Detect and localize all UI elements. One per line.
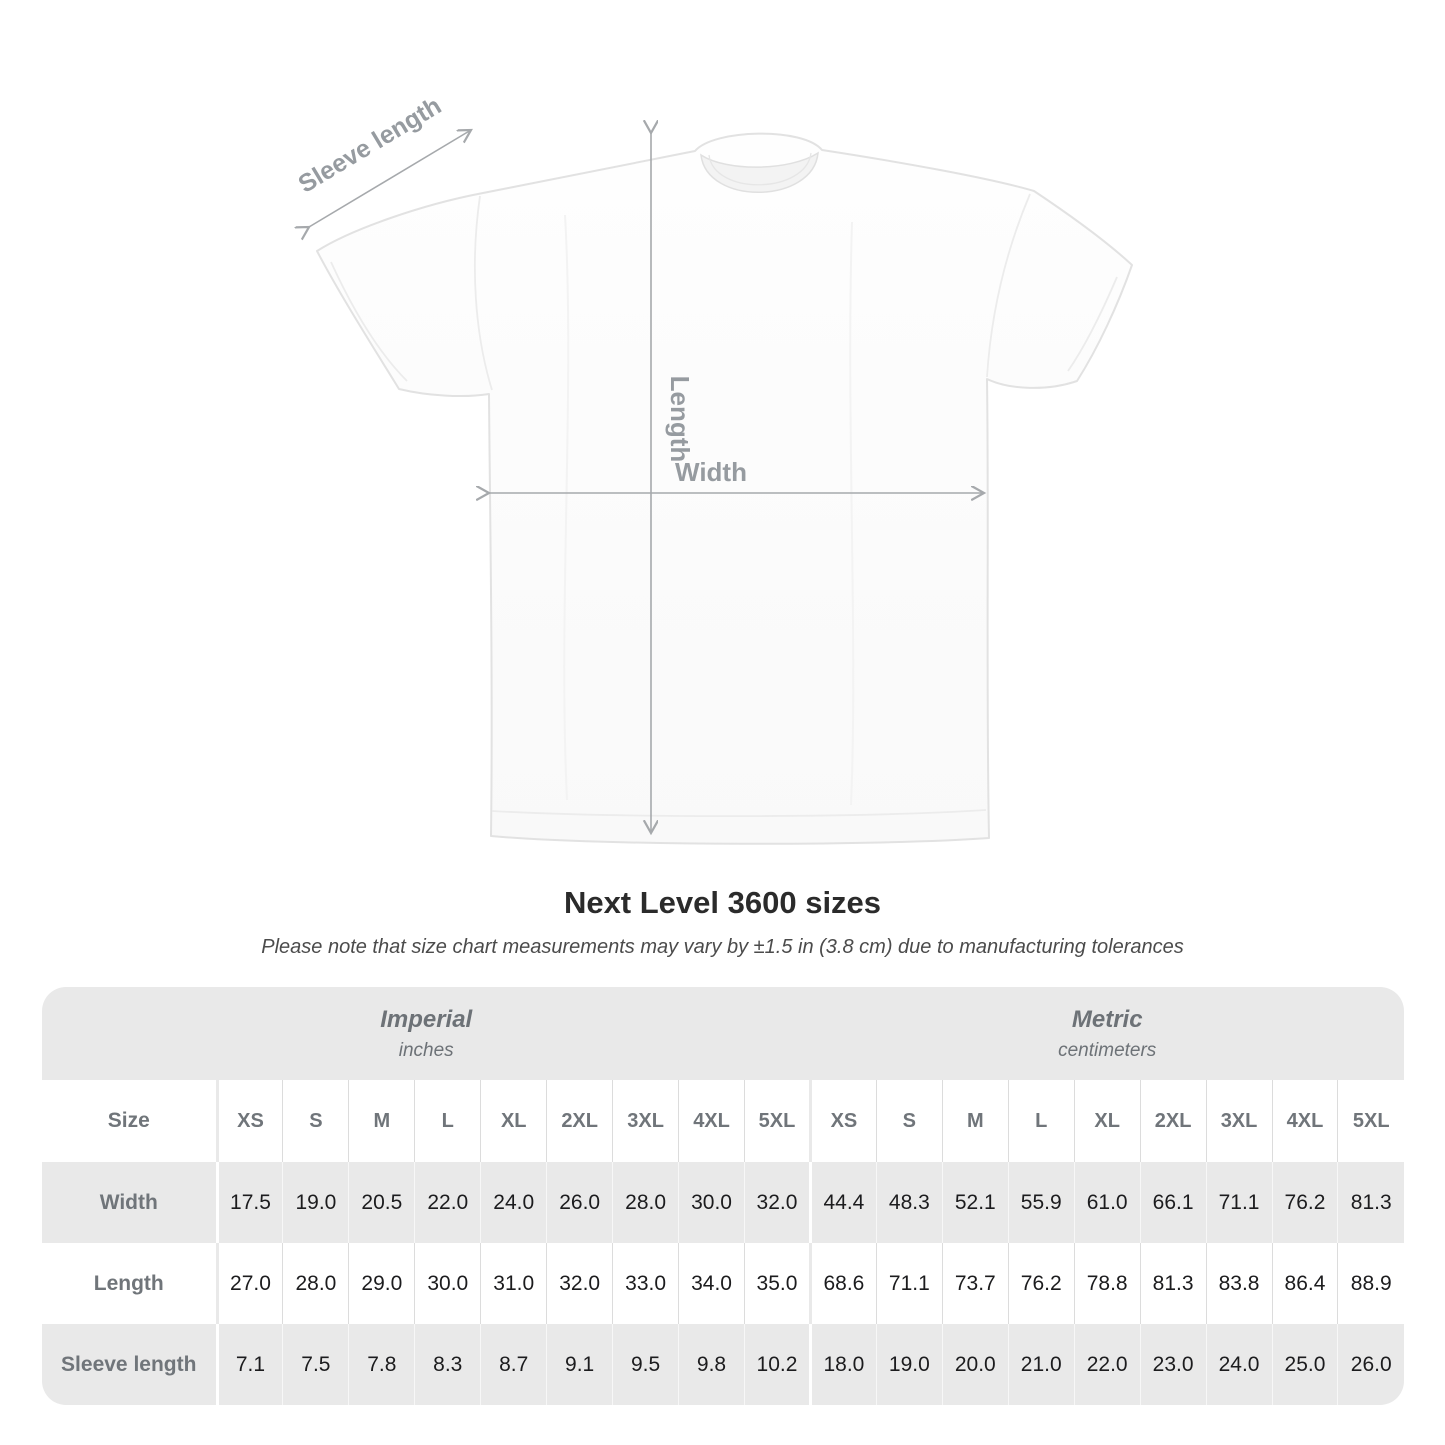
size-column-header: 2XL: [547, 1080, 613, 1162]
imperial-section-unit: inches: [398, 1039, 454, 1061]
sleeve-length-value: 21.0: [1008, 1324, 1074, 1405]
sleeve-length-value: 19.0: [876, 1324, 942, 1405]
size-column-header: S: [876, 1080, 942, 1162]
section-header-metric: [810, 987, 1404, 1080]
length-value: 83.8: [1206, 1243, 1272, 1324]
width-value: 61.0: [1074, 1162, 1140, 1243]
size-header-label: Size: [107, 1109, 150, 1132]
sleeve-length-value: 8.7: [481, 1324, 547, 1405]
length-value: 27.0: [217, 1243, 283, 1324]
size-column-header: L: [415, 1080, 481, 1162]
width-row: [42, 1162, 1404, 1243]
length-value: 30.0: [415, 1243, 481, 1324]
length-value: 71.1: [876, 1243, 942, 1324]
size-column-header: 3XL: [1206, 1080, 1272, 1162]
sleeve-length-value: 18.0: [810, 1324, 876, 1405]
metric-section-unit: centimeters: [1058, 1039, 1157, 1061]
sleeve-length-value: 9.8: [679, 1324, 745, 1405]
length-value: 68.6: [810, 1243, 876, 1324]
width-value: 20.5: [349, 1162, 415, 1243]
imperial-section-title: Imperial: [380, 1005, 473, 1033]
width-value: 48.3: [876, 1162, 942, 1243]
length-value: 34.0: [679, 1243, 745, 1324]
size-column-header: L: [1008, 1080, 1074, 1162]
width-value: 66.1: [1140, 1162, 1206, 1243]
sleeve-length-label: Sleeve length: [293, 91, 447, 199]
size-column-header: 2XL: [1140, 1080, 1206, 1162]
width-value: 55.9: [1008, 1162, 1074, 1243]
length-value: 78.8: [1074, 1243, 1140, 1324]
length-value: 29.0: [349, 1243, 415, 1324]
length-value: 88.9: [1338, 1243, 1404, 1324]
size-column-header: XS: [810, 1080, 876, 1162]
sleeve-length-value: 20.0: [942, 1324, 1008, 1405]
section-header-imperial: [42, 987, 810, 1080]
sleeve-length-value: 25.0: [1272, 1324, 1338, 1405]
width-value: 44.4: [810, 1162, 876, 1243]
width-value: 52.1: [942, 1162, 1008, 1243]
size-column-header: S: [283, 1080, 349, 1162]
width-value: 28.0: [613, 1162, 679, 1243]
length-value: 35.0: [745, 1243, 811, 1324]
size-column-header: 5XL: [1338, 1080, 1404, 1162]
length-value: 76.2: [1008, 1243, 1074, 1324]
size-column-header: XS: [217, 1080, 283, 1162]
size-column-header: 3XL: [613, 1080, 679, 1162]
size-column-header: M: [349, 1080, 415, 1162]
size-column-header: 4XL: [679, 1080, 745, 1162]
length-value: 81.3: [1140, 1243, 1206, 1324]
size-column-header: 4XL: [1272, 1080, 1338, 1162]
size-column-header: XL: [481, 1080, 547, 1162]
sleeve-length-value: 24.0: [1206, 1324, 1272, 1405]
width-value: 30.0: [679, 1162, 745, 1243]
length-value: 28.0: [283, 1243, 349, 1324]
width-value: 22.0: [415, 1162, 481, 1243]
size-column-header: XL: [1074, 1080, 1140, 1162]
unit-section-row: [42, 987, 1404, 1080]
width-value: 32.0: [745, 1162, 811, 1243]
length-value: 73.7: [942, 1243, 1008, 1324]
width-value: 19.0: [283, 1162, 349, 1243]
sleeve-length-row: [42, 1324, 1404, 1405]
sleeve-length-value: 23.0: [1140, 1324, 1206, 1405]
row-label-width: Width: [42, 1162, 217, 1243]
width-value: 81.3: [1338, 1162, 1404, 1243]
width-label: Width: [675, 457, 747, 487]
width-value: 24.0: [481, 1162, 547, 1243]
page-subtitle: Please note that size chart measurements may vary by ±1.5 in (3.8 cm) due to manufacturing tolerances: [261, 936, 1184, 958]
sleeve-length-value: 7.5: [283, 1324, 349, 1405]
row-label-length: Length: [93, 1271, 164, 1295]
width-value: 17.5: [217, 1162, 283, 1243]
tshirt-body: [317, 134, 1132, 844]
width-value: 76.2: [1272, 1162, 1338, 1243]
sleeve-length-value: 9.5: [613, 1324, 679, 1405]
sleeve-length-value: 26.0: [1338, 1324, 1404, 1405]
metric-section-title: Metric: [1071, 1005, 1143, 1033]
length-row: [42, 1243, 1404, 1324]
sleeve-length-value: 7.8: [349, 1324, 415, 1405]
size-table-grid: [42, 987, 1404, 1405]
width-value: 71.1: [1206, 1162, 1272, 1243]
length-value: 31.0: [481, 1243, 547, 1324]
width-value: 26.0: [547, 1162, 613, 1243]
sleeve-length-value: 7.1: [217, 1324, 283, 1405]
sleeve-length-value: 10.2: [745, 1324, 811, 1405]
length-value: 33.0: [613, 1243, 679, 1324]
row-label-sleeve-length: Sleeve length: [42, 1324, 217, 1405]
size-header-row: [42, 1080, 1404, 1162]
length-value: 32.0: [547, 1243, 613, 1324]
tshirt-graphic: [317, 134, 1132, 844]
sleeve-length-value: 22.0: [1074, 1324, 1140, 1405]
sleeve-length-value: 9.1: [547, 1324, 613, 1405]
size-table: [42, 987, 1404, 1405]
length-label: Length: [665, 375, 695, 463]
page-title: Next Level 3600 sizes: [563, 885, 882, 920]
size-column-header: 5XL: [745, 1080, 811, 1162]
length-value: 86.4: [1272, 1243, 1338, 1324]
size-column-header: M: [942, 1080, 1008, 1162]
sleeve-length-value: 8.3: [415, 1324, 481, 1405]
